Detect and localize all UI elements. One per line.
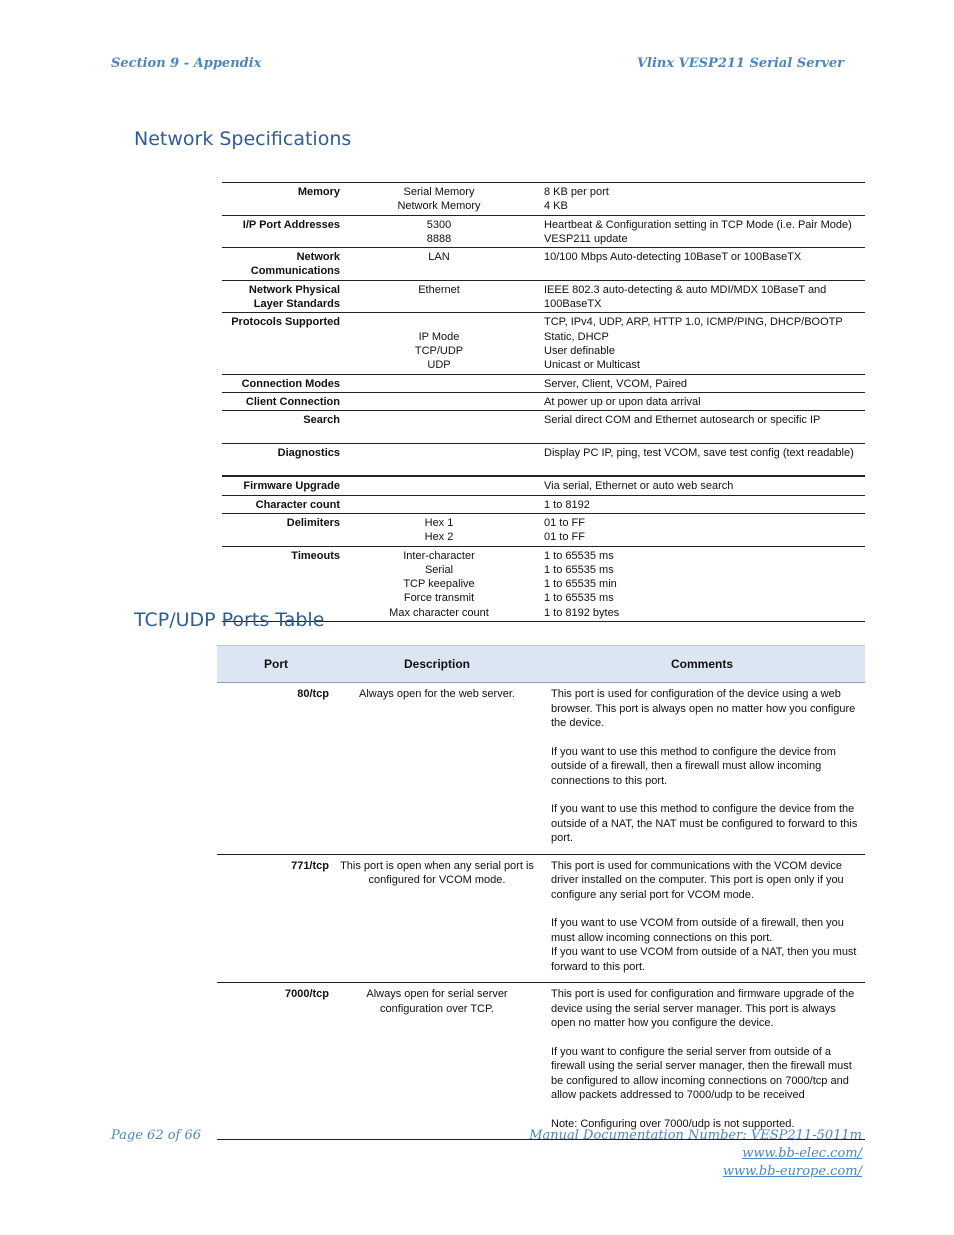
spec-label — [222, 411, 344, 444]
spec-sub-line: 5300 — [426, 218, 452, 231]
spec-sub-line: Network Memory — [397, 200, 481, 213]
spec-sub-line — [348, 446, 530, 460]
spec-value-line: 1 to 65535 min — [544, 578, 617, 591]
spec-sub-line — [348, 315, 530, 329]
spec-label — [222, 443, 344, 476]
spec-row — [222, 495, 865, 513]
spec-value-line: 1 to 8192 — [544, 498, 590, 511]
spec-value-line: TCP, IPv4, UDP, ARP, HTTP 1.0, ICMP/PING, DHCP/BOOTP — [544, 316, 843, 329]
comment-paragraph: Note: Configuring over 7000/udp is not supported. — [551, 1117, 795, 1130]
network-specs-title: Network Specifications — [134, 128, 352, 150]
spec-label — [222, 248, 344, 281]
spec-sub-line: Max character count — [389, 606, 489, 619]
spec-sub-line: UDP — [427, 359, 451, 372]
spec-row — [222, 374, 865, 392]
spec-row — [222, 392, 865, 410]
spec-sub-line: TCP/UDP — [414, 344, 464, 357]
spec-sub-line — [348, 498, 530, 512]
spec-label-line: Client Connection — [245, 395, 340, 408]
spec-label-line: Timeouts — [291, 549, 340, 562]
spec-value-line: 01 to FF — [544, 516, 585, 529]
spec-sub — [344, 476, 534, 495]
spec-label-line: Network Physical — [248, 283, 340, 296]
spec-value-line: 01 to FF — [544, 531, 585, 544]
spec-label-line: Network — [296, 251, 340, 264]
header-product: Vlinx VESP211 Serial Server — [636, 56, 844, 71]
spec-label-line: Layer Standards — [253, 298, 340, 311]
spec-value-line: VESP211 update — [544, 232, 628, 245]
port-cell: 80/tcp — [297, 688, 329, 700]
ports-table — [217, 645, 865, 1140]
spec-value — [534, 546, 865, 621]
spec-sub-line: Serial Memory — [403, 186, 475, 198]
spec-value — [534, 443, 865, 476]
spec-value — [534, 374, 865, 392]
comment-paragraph: If you want to configure the serial server from outside of a firewall using the serial server manager, then the firewall must be configured to allow incoming connections on 7000/tcp and allow packets addressed to 7000/udp to be received — [551, 1045, 852, 1101]
spec-value — [534, 183, 865, 216]
spec-value-line: 10/100 Mbps Auto-detecting 10BaseT or 100BaseTX — [544, 251, 802, 264]
ports-row — [217, 854, 865, 983]
spec-label-line: Diagnostics — [277, 446, 340, 459]
spec-value — [534, 313, 865, 374]
ports-row — [217, 683, 865, 855]
spec-value-line: At power up or upon data arrival — [544, 395, 701, 408]
spec-sub — [344, 513, 534, 546]
spec-row — [222, 443, 865, 476]
ports-row — [217, 983, 865, 1140]
spec-label-line: Connection Modes — [241, 377, 340, 390]
comment-paragraph: This port is used for communications with the VCOM device driver installed on the computer. This port is open only if you configure any serial port for VCOM mode. — [551, 859, 844, 901]
spec-sub — [344, 546, 534, 621]
spec-sub — [344, 183, 534, 216]
spec-value — [534, 513, 865, 546]
spec-sub-line: Serial — [424, 563, 454, 576]
spec-sub — [344, 495, 534, 513]
spec-sub-line — [348, 479, 530, 493]
spec-label-line: Memory — [297, 186, 340, 198]
spec-label-line: Character count — [255, 498, 340, 511]
spec-label — [222, 476, 344, 495]
spec-sub — [344, 215, 534, 248]
spec-label-line: Communications — [250, 265, 340, 278]
spec-label-line: I/P Port Addresses — [242, 218, 340, 231]
spec-sub — [344, 411, 534, 444]
spec-label-line: Protocols Supported — [231, 316, 340, 329]
spec-value-line: Unicast or Multicast — [544, 359, 640, 372]
port-cell: 771/tcp — [291, 859, 329, 872]
page-number: Page 62 of 66 — [111, 1128, 202, 1143]
spec-label — [222, 374, 344, 392]
spec-value-line: Serial direct COM and Ethernet autosearch or specific IP — [544, 414, 821, 427]
spec-label — [222, 280, 344, 313]
comment-paragraph: This port is used for configuration of the device using a web browser. This port is always open no matter how you configure the device. — [551, 688, 856, 729]
description-cell: This port is open when any serial port is configured for VCOM mode. — [340, 859, 534, 886]
spec-sub-line: LAN — [428, 251, 450, 264]
spec-label-line: Firmware Upgrade — [243, 480, 340, 493]
port-cell: 7000/tcp — [284, 988, 329, 1000]
spec-value — [534, 411, 865, 444]
spec-value — [534, 280, 865, 313]
comments-column-header: Comments — [539, 646, 865, 683]
comment-paragraph: If you want to use VCOM from outside of a firewall, then you must allow incoming connections on this port. If you want to use VCOM from outside of a NAT, then you must forward to this port. — [551, 917, 857, 973]
spec-row — [222, 313, 865, 374]
spec-value — [534, 215, 865, 248]
spec-label — [222, 215, 344, 248]
spec-value-line: 4 KB — [544, 200, 568, 213]
spec-sub — [344, 374, 534, 392]
spec-sub — [344, 313, 534, 374]
spec-label — [222, 313, 344, 374]
spec-sub-line: 8888 — [426, 232, 452, 245]
spec-sub-line: Hex 2 — [424, 531, 454, 544]
spec-row — [222, 513, 865, 546]
spec-row — [222, 215, 865, 248]
spec-sub-line — [348, 413, 530, 427]
ports-table-header — [217, 646, 865, 683]
spec-row — [222, 411, 865, 444]
spec-row — [222, 248, 865, 281]
spec-sub — [344, 248, 534, 281]
spec-sub-line — [348, 395, 530, 409]
spec-value — [534, 392, 865, 410]
header-section: Section 9 - Appendix — [111, 56, 262, 71]
spec-value-line: Display PC IP, ping, test VCOM, save test config (text readable) — [544, 446, 854, 459]
spec-sub-line: IP Mode — [418, 330, 460, 343]
spec-value — [534, 495, 865, 513]
spec-row — [222, 476, 865, 495]
spec-value-line: 1 to 65535 ms — [544, 563, 614, 576]
spec-value — [534, 248, 865, 281]
spec-value-line: 1 to 65535 ms — [544, 592, 614, 605]
comment-paragraph: This port is used for configuration and firmware upgrade of the device using the serial server manager. This port is always open no matter how you configure the device. — [551, 988, 855, 1029]
spec-value-line — [544, 460, 861, 474]
spec-value-line: Server, Client, VCOM, Paired — [544, 377, 688, 390]
spec-label — [222, 495, 344, 513]
description-column-header: Description — [335, 646, 539, 683]
ports-table-title: TCP/UDP Ports Table — [134, 609, 325, 631]
network-specs-table — [222, 182, 865, 622]
spec-sub-line: Ethernet — [418, 283, 460, 296]
spec-label — [222, 392, 344, 410]
spec-sub-line: Inter-character — [403, 549, 475, 562]
spec-label — [222, 513, 344, 546]
spec-value-line — [544, 427, 861, 441]
bb-europe-link[interactable]: www.bb-europe.com/ — [722, 1164, 862, 1179]
spec-value-line: User definable — [544, 344, 615, 357]
spec-sub — [344, 280, 534, 313]
spec-sub-line: TCP keepalive — [403, 578, 475, 591]
description-cell: Always open for serial server configuration over TCP. — [366, 988, 508, 1015]
spec-sub — [344, 392, 534, 410]
description-cell: Always open for the web server. — [359, 688, 515, 700]
spec-value-line: Heartbeat & Configuration setting in TCP Mode (i.e. Pair Mode) — [544, 218, 852, 231]
spec-value-line: 8 KB per port — [544, 186, 609, 198]
spec-label-line: Delimiters — [286, 516, 340, 529]
spec-value — [534, 476, 865, 495]
comment-paragraph: If you want to use this method to configure the device from the outside of a NAT, the NAT must be configured to forward to this port. — [551, 803, 858, 844]
comments-cell — [539, 683, 865, 855]
spec-label — [222, 183, 344, 216]
spec-sub-line: Force transmit — [403, 592, 475, 605]
spec-value-line: Static, DHCP — [544, 330, 609, 343]
bb-elec-link[interactable]: www.bb-elec.com/ — [742, 1146, 862, 1161]
spec-value-line: 1 to 8192 bytes — [544, 606, 620, 619]
spec-value-line: Via serial, Ethernet or auto web search — [544, 480, 734, 493]
comments-cell — [539, 983, 865, 1140]
spec-sub-line: Hex 1 — [424, 516, 454, 529]
comment-paragraph: If you want to use this method to configure the device from outside of a firewall, then a firewall must allow incoming connections to this port. — [551, 745, 836, 787]
spec-label-line: Search — [303, 414, 340, 427]
port-column-header: Port — [217, 646, 335, 683]
spec-sub — [344, 443, 534, 476]
manual-number: Manual Documentation Number: VESP211-5011m — [529, 1128, 862, 1143]
spec-value-line: 1 to 65535 ms — [544, 549, 614, 562]
comments-cell — [539, 854, 865, 983]
spec-row — [222, 183, 865, 216]
spec-row — [222, 280, 865, 313]
spec-value-line: IEEE 802.3 auto-detecting & auto MDI/MDX 10BaseT and 100BaseTX — [544, 283, 827, 311]
spec-sub-line — [348, 377, 530, 391]
